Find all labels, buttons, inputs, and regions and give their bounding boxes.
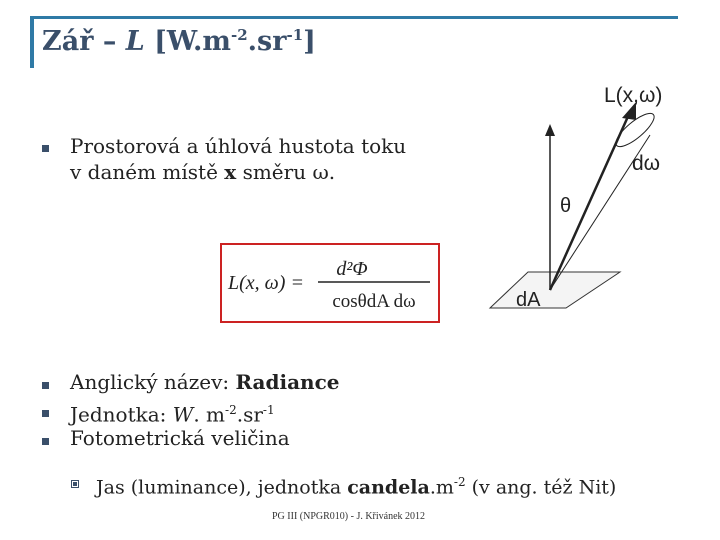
radiance-diagram [480,80,700,320]
label-theta: θ [560,195,572,217]
slide-title: Zář – L $[W.m^{-2}.sr^{-1}]$ [42,26,316,57]
formula-box [220,243,440,323]
bullet-text-1-line2: v daném místě x směru ω. [70,160,336,184]
bullet-marker [42,382,49,389]
label-area: dA [516,289,541,311]
formula-lhs: L(x, ω) = [228,272,304,294]
radiance-figure [480,80,700,324]
bullet-marker [42,145,49,152]
bullet-text-3: Jednotka: W. $m^{-2}.sr^{-1}$ [70,402,275,427]
bullet-text-1-line1: Prostorová a úhlová hustota toku [70,134,407,158]
bullet-marker [42,410,49,417]
radiance-formula [222,245,438,321]
bullet-marker [42,438,49,445]
formula-denominator: cosθdA dω [332,291,416,312]
label-radiance: L(x,ω) [604,84,663,107]
sub-bullet-marker [71,480,79,488]
bullet-text-4: Fotometrická veličina [70,426,290,450]
label-solid-angle: dω [632,152,661,175]
slide-footer: PG III (NPGR010) - J. Křivánek 2012 [272,511,426,522]
formula-numerator: d²Φ [336,258,368,280]
bullet-text-2: Anglický název: Radiance [70,370,340,394]
sub-bullet-text: Jas (luminance), jednotka $candela.m^{-2}$ (v ang. též Nit) [96,475,617,499]
normal-arrowhead [545,124,555,136]
